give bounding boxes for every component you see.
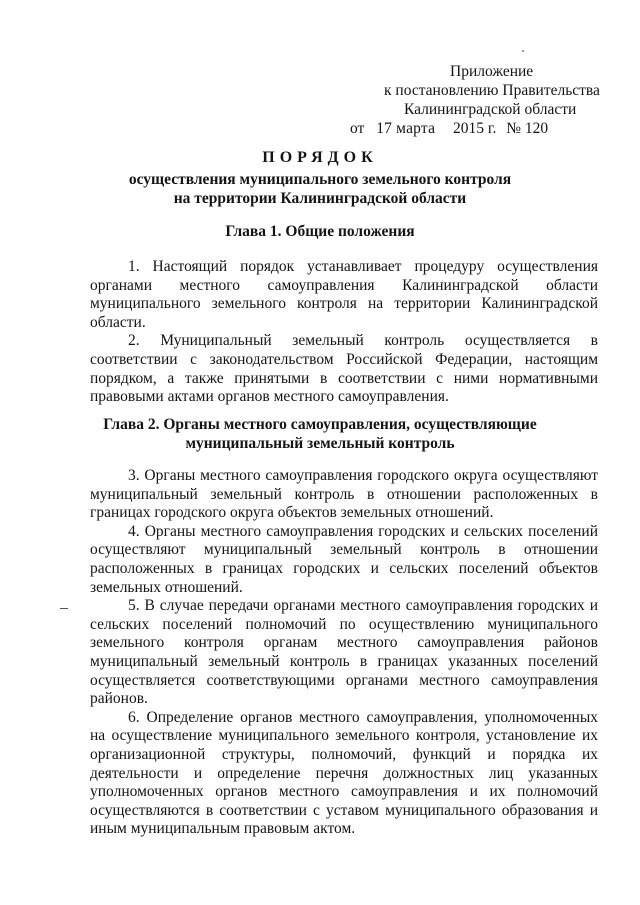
paragraph-6: 6. Определение органов местного самоуправления, уполномоченных на осуществление муниципального земельного контроля, установление их организационной структуры, полномочий, функций и порядка их деятельности и определение перечня должностных лиц указанных уполномоченных органов местного самоуправления и их полномочий осуществляются в соответствии с уставом муниципального образования и иным муниципальным правовым актом. [90,708,598,838]
chapter-2-heading-line-1: Глава 2. Органы местного самоуправления, осуществляющие [103,416,537,433]
appendix-region: Калининградской области [404,101,577,118]
paragraph-1: 1. Настоящий порядок устанавливает процедуру осуществления органами местного самоуправления Калининградской области муниципального земельного контроля на территории Калининградской области. [90,258,598,331]
paragraph-2: 2. Муниципальный земельный контроль осуществляется в соответствии с законодательством Российской Федерации, настоящим порядком, а также принятыми в соответствии с ними нормативными правовыми актами органов местного самоуправления. [90,332,598,406]
resolution-number: № 120 [506,120,549,137]
paragraph-3: 3. Органы местного самоуправления городского округа осуществляют муниципальный земельный контроль в отношении расположенных в границах городского округа объектов земельных отношений. [90,467,598,522]
margin-mark [60,608,68,609]
paragraph-4: 4. Органы местного самоуправления городских и сельских поселений осуществляют муниципальный земельный контроль в отношении расположенных в границах городских и сельских поселений объектов земельных отношений. [90,522,598,596]
appendix-label: Приложение [450,63,534,80]
chapter-1-heading: Глава 1. Общие положения [225,223,415,240]
date-value: 17 марта [376,120,436,137]
scan-speck [522,50,524,52]
date-prefix: от [350,120,365,137]
chapter-1-body [90,258,598,407]
subtitle-line-1: осуществления муниципального земельного контроля [128,171,512,188]
document-title: ПОРЯДОК [262,149,378,166]
chapter-2-heading-line-2: муниципальный земельный контроль [185,435,455,452]
chapter-2-body [90,467,598,839]
appendix-block [340,62,600,138]
document-subtitle [0,170,640,208]
appendix-date-line [340,119,570,138]
chapter-2-heading [0,415,640,453]
paragraph-5: 5. В случае передачи органами местного самоуправления городских и сельских поселений полномочий по осуществлению муниципального земельного контроля органам местного самоуправления районов муниципальный земельный контроль в границах указанных поселений осуществляется соответствующими органами местного самоуправления районов. [90,597,598,708]
appendix-resolution: к постановлению Правительства [384,82,600,99]
date-year: 2015 г. [453,120,497,137]
subtitle-line-2: на территории Калининградской области [173,190,467,207]
